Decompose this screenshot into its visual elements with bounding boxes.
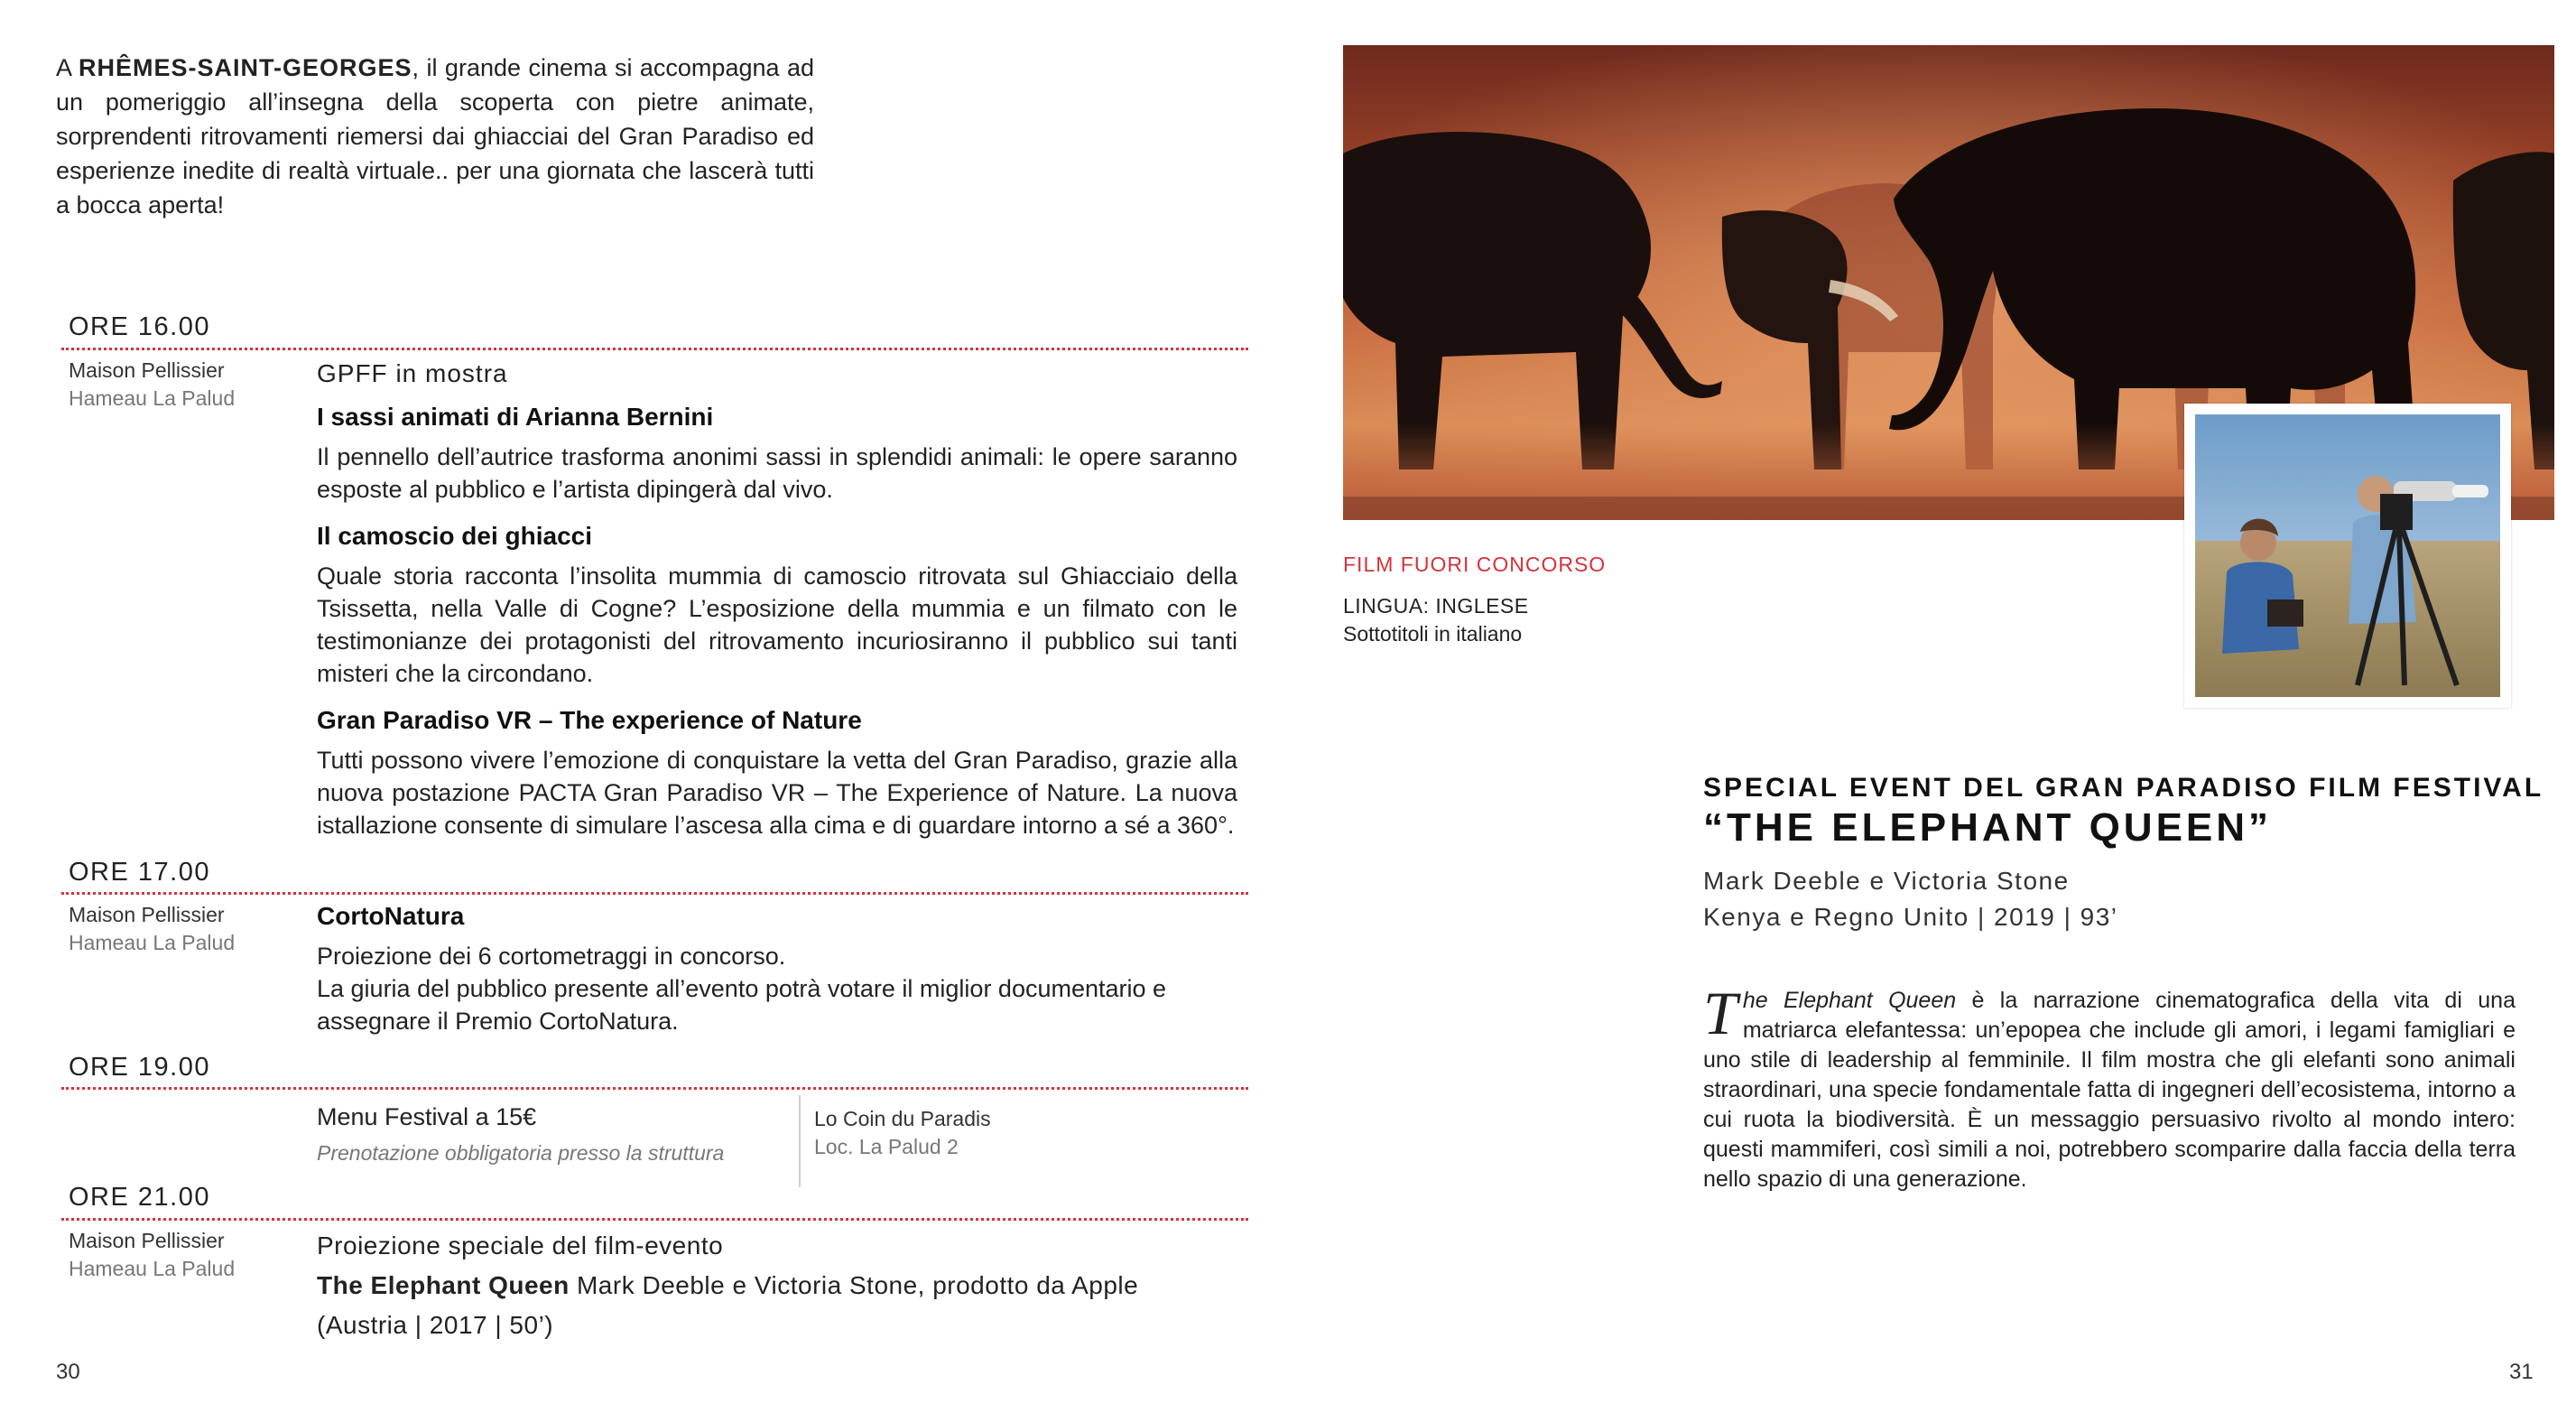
location-sub-2100: Hameau La Palud (69, 1257, 236, 1280)
divider-1600 (61, 348, 1248, 350)
film-credits-left: Mark Deeble e Victoria Stone, prodotto da Apple (569, 1271, 1139, 1299)
item-text-sassi: Il pennello dell’autrice trasforma anonimi sassi in splendidi animali: le opere saranno esposte al pubblico e l’artista dipingerà dal vivo. (317, 443, 1237, 503)
location-name-1900: Lo Coin du Paradis (814, 1107, 991, 1130)
location-name-1700: Maison Pellissier (69, 903, 225, 926)
vertical-divider (799, 1095, 801, 1187)
item-title-camoscio: Il camoscio dei ghiacci (317, 522, 593, 550)
drop-cap: T (1703, 979, 1737, 1047)
time-1700: ORE 17.00 (69, 858, 210, 887)
film-meta: Kenya e Regno Unito | 2019 | 93’ (1703, 903, 2118, 931)
page-number-right: 31 (2509, 1360, 2534, 1384)
block-1700 (317, 900, 1237, 1037)
menu-festival: Menu Festival a 15€ (317, 1103, 537, 1130)
location-sub-1900: Loc. La Palud 2 (814, 1135, 959, 1158)
kicker-gpff: GPFF in mostra (317, 359, 508, 387)
item-title-vr: Gran Paradiso VR – The experience of Nature (317, 706, 862, 734)
inset-photo-filmmakers (2195, 414, 2500, 697)
divider-2100 (61, 1218, 1248, 1221)
menu-note: Prenotazione obbligatoria presso la struttura (317, 1141, 725, 1165)
time-1900: ORE 19.00 (69, 1053, 210, 1082)
divider-1900 (61, 1087, 1248, 1090)
intro-text: , il grande cinema si accompagna ad un pomeriggio all’insegna della scoperta con pietre animate, sorprendenti ritrovamenti riemersi dai ghiacciai del Gran Paradiso ed esperienze inedite di realtà virtuale.. per una giornata che lascerà tutti a bocca aperta! (56, 54, 814, 218)
time-2100: ORE 21.00 (69, 1183, 210, 1212)
text-proiezione: Proiezione speciale del film-evento (317, 1231, 724, 1259)
film-title-main: “THE ELEPHANT QUEEN” (1703, 805, 2273, 850)
location-sub-1600: Hameau La Palud (69, 386, 236, 410)
subtitles-line: Sottotitoli in italiano (1343, 622, 1523, 646)
page-number-left: 30 (56, 1360, 80, 1384)
film-meta-left: (Austria | 2017 | 50’) (317, 1311, 554, 1339)
language-line: LINGUA: INGLESE (1343, 594, 1529, 618)
intro-place: RHÊMES-SAINT-GEORGES (78, 54, 412, 81)
title-cortonatura: CortoNatura (317, 902, 465, 930)
text-cortonatura-2: La giuria del pubblico presente all’evento potrà votare il miglior documentario e assegnare il Premio CortoNatura. (317, 975, 1167, 1035)
film-directors: Mark Deeble e Victoria Stone (1703, 867, 2070, 895)
filmmakers-graphic (2195, 414, 2500, 697)
block-1600 (317, 358, 1237, 841)
location-name-2100: Maison Pellissier (69, 1229, 225, 1252)
item-title-sassi: I sassi animati di Arianna Bernini (317, 403, 714, 431)
synopsis-text: è la narrazione cinematografica della vita di una matriarca elefantessa: un’epopea che include gli amori, i legami famigliari e uno stile di leadership al femminile. Il film mostra che gli elefanti sono animali straordinari, una specie fondamentale fatta di ingegneri dell’ecosistema, intorno a cui ruota la biodiversità. È un messaggio persuasivo rivolto al mondo intero: questi mammiferi, così simili a noi, potrebbero scomparire dalla faccia della terra nello spazio di una generazione. (1703, 988, 2516, 1192)
label-fuori-concorso: FILM FUORI CONCORSO (1343, 553, 1607, 576)
location-sub-1700: Hameau La Palud (69, 931, 236, 954)
block-2100 (317, 1226, 1256, 1345)
special-event-heading: SPECIAL EVENT DEL GRAN PARADISO FILM FESTIVAL (1703, 773, 2544, 803)
text-cortonatura-1: Proiezione dei 6 cortometraggi in concorso. (317, 943, 786, 970)
item-text-vr: Tutti possono vivere l’emozione di conquistare la vetta del Gran Paradiso, grazie alla nuova postazione PACTA Gran Paradiso VR – The Experience of Nature. La nuova istallazione consente di simulare l’ascesa alla cima e di guardare intorno a sé a 360°. (317, 747, 1237, 839)
synopsis (1703, 979, 2516, 1194)
intro-prefix: A (56, 54, 79, 81)
time-1600: ORE 16.00 (69, 312, 210, 341)
divider-1700 (61, 892, 1248, 895)
item-text-camoscio: Quale storia racconta l’insolita mummia di camoscio ritrovata sul Ghiacciaio della Tsissetta, nella Valle di Cogne? L’esposizione della mummia e un filmato con le testimonianze dei protagonisti del ritrovamento incuriosiranno il pubblico sui tanti misteri che la circondano. (317, 562, 1237, 687)
film-title-left: The Elephant Queen (317, 1271, 570, 1299)
intro-paragraph (56, 51, 814, 222)
film-line (317, 1266, 1256, 1306)
location-name-1600: Maison Pellissier (69, 358, 225, 382)
synopsis-title: he Elephant Queen (1742, 988, 1957, 1013)
